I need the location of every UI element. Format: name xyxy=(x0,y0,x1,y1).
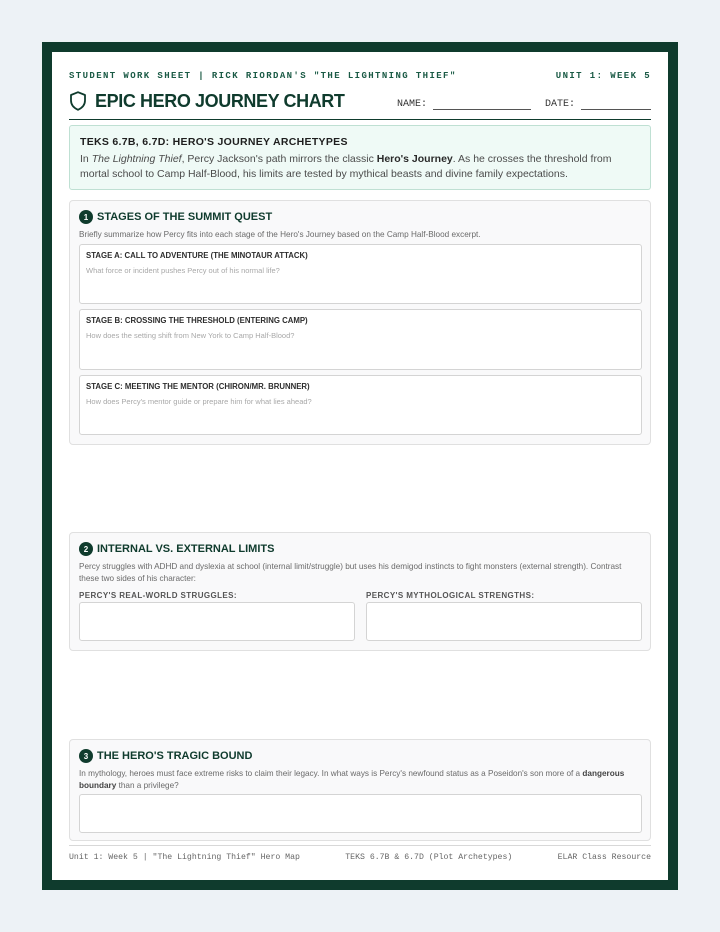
page-title: EPIC HERO JOURNEY CHART xyxy=(95,90,345,111)
section-description: In mythology, heroes must face extreme risks to claim their legacy. In what ways is Percy's newfound status as a Poseidon's son more of a dangerous boundary than a privilege? xyxy=(79,769,625,790)
struggles-answer-box[interactable] xyxy=(79,602,355,641)
shield-icon xyxy=(69,91,87,111)
name-field[interactable] xyxy=(433,99,531,110)
worksheet xyxy=(52,52,668,880)
teks-title: TEKS 6.7B, 6.7D: HERO'S JOURNEY ARCHETYPES xyxy=(80,136,348,148)
name-label: NAME: xyxy=(396,99,427,110)
stage-b-prompt: How does the setting shift from New York to Camp Half-Blood? xyxy=(86,331,295,340)
section-description: Briefly summarize how Percy fits into each stage of the Hero's Journey based on the Camp Half-Blood excerpt. xyxy=(79,230,481,239)
struggles-label: PERCY'S REAL-WORLD STRUGGLES: xyxy=(79,591,237,600)
section-header xyxy=(79,542,274,556)
section-title: THE HERO'S TRAGIC BOUND xyxy=(97,750,253,762)
stage-c-prompt: How does Percy's mentor guide or prepare him for what lies ahead? xyxy=(86,397,312,406)
worksheet-subtitle: STUDENT WORK SHEET | RICK RIORDAN'S "THE LIGHTNING THIEF" xyxy=(69,71,457,81)
date-field[interactable] xyxy=(581,99,651,110)
strengths-label: PERCY'S MYTHOLOGICAL STRENGTHS: xyxy=(366,591,535,600)
footer-right: ELAR Class Resource xyxy=(557,853,651,862)
section-tragic-bound xyxy=(69,739,651,841)
stage-c-answer-box[interactable] xyxy=(79,375,642,435)
unit-label: UNIT 1: WEEK 5 xyxy=(555,71,651,81)
teks-text: In The Lightning Thief, Percy Jackson's path mirrors the classic Hero's Journey. As he crosses the threshold from mortal school to Camp Half-Blood, his limits are tested by mythical beasts and divine family expectations. xyxy=(80,153,612,180)
stage-a-prompt: What force or incident pushes Percy out of his normal life? xyxy=(86,266,280,275)
name-date-fields xyxy=(397,99,651,110)
section-header xyxy=(79,210,272,224)
strengths-answer-box[interactable] xyxy=(366,602,642,641)
section-number-badge: 3 xyxy=(79,749,93,763)
section-title: INTERNAL VS. EXTERNAL LIMITS xyxy=(97,543,275,555)
stage-a-answer-box[interactable] xyxy=(79,244,642,304)
header-divider xyxy=(69,119,651,120)
section-limits xyxy=(69,532,651,651)
footer-left: Unit 1: Week 5 | "The Lightning Thief" Hero Map xyxy=(69,853,300,862)
section-title: STAGES OF THE SUMMIT QUEST xyxy=(97,211,273,223)
tragic-bound-answer-box[interactable] xyxy=(79,794,642,833)
section-stages xyxy=(69,200,651,445)
footer xyxy=(69,845,651,862)
heros-journey-term: Hero's Journey xyxy=(376,153,453,165)
title-row xyxy=(69,89,345,113)
stage-b-label: STAGE B: CROSSING THE THRESHOLD (ENTERING CAMP) xyxy=(86,316,308,325)
section-number-badge: 2 xyxy=(79,542,93,556)
book-title: The Lightning Thief xyxy=(91,153,182,165)
date-label: DATE: xyxy=(544,99,575,110)
footer-center: TEKS 6.7B & 6.7D (Plot Archetypes) xyxy=(345,853,513,862)
section-header xyxy=(79,749,252,763)
stage-a-label: STAGE A: CALL TO ADVENTURE (THE MINOTAUR ATTACK) xyxy=(86,251,308,260)
section-number-badge: 1 xyxy=(79,210,93,224)
teks-callout xyxy=(69,125,651,190)
stage-b-answer-box[interactable] xyxy=(79,309,642,370)
stage-c-label: STAGE C: MEETING THE MENTOR (CHIRON/MR. BRUNNER) xyxy=(86,382,310,391)
dangerous-boundary-term: dangerous boundary xyxy=(79,769,625,790)
section-description: Percy struggles with ADHD and dyslexia at school (internal limit/struggle) but uses his demigod instincts to fight monsters (external strength). Contrast these two sides of his character: xyxy=(79,562,622,583)
